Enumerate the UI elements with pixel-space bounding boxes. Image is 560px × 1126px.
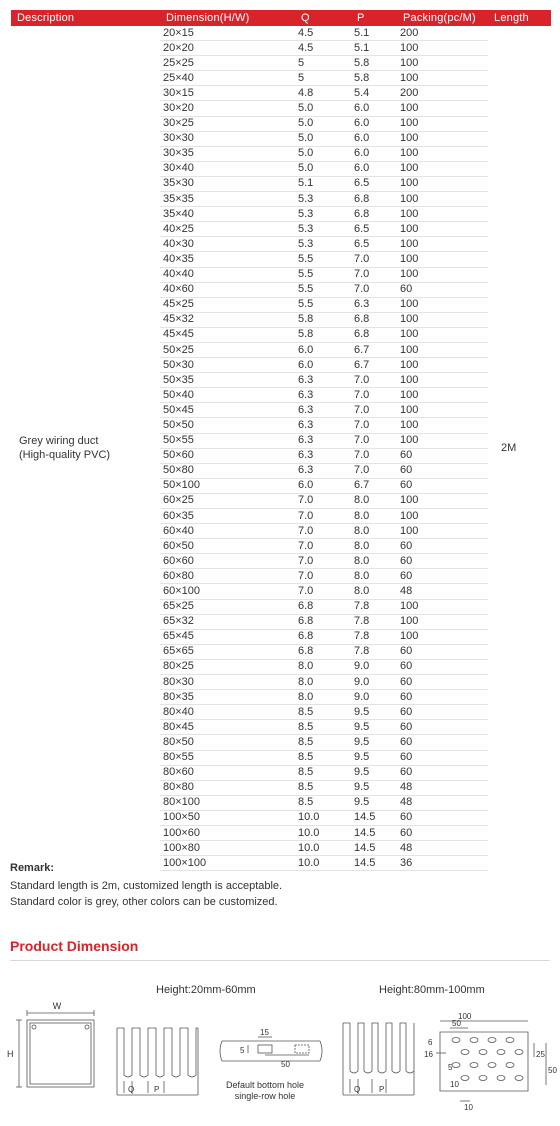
cell-p: 6.0: [351, 161, 397, 176]
cell-packing: 100: [397, 222, 488, 237]
cell-dimension: 30×30: [160, 131, 295, 146]
bottom-hole-drawing: [220, 1037, 322, 1061]
cell-dimension: 60×60: [160, 554, 295, 569]
cell-dimension: 60×50: [160, 539, 295, 554]
cell-dimension: 50×30: [160, 358, 295, 373]
cell-packing: 60: [397, 675, 488, 690]
cell-dimension: 60×25: [160, 493, 295, 508]
cell-p: 7.0: [351, 373, 397, 388]
cell-q: 6.8: [295, 644, 351, 659]
cell-dimension: 20×20: [160, 41, 295, 56]
cell-dimension: 50×80: [160, 463, 295, 478]
cell-p: 9.5: [351, 765, 397, 780]
cell-p: 7.0: [351, 418, 397, 433]
cell-dimension: 35×35: [160, 192, 295, 207]
cell-q: 8.5: [295, 765, 351, 780]
cell-packing: 60: [397, 644, 488, 659]
cell-dimension: 30×35: [160, 146, 295, 161]
cell-p: 5.8: [351, 56, 397, 71]
label-15: 15: [260, 1028, 269, 1037]
cell-p: 7.8: [351, 599, 397, 614]
cell-packing: 60: [397, 478, 488, 493]
cell-p: 6.7: [351, 342, 397, 357]
cell-q: 5.0: [295, 131, 351, 146]
cell-dimension: 80×60: [160, 765, 295, 780]
label-10-side: 10: [450, 1080, 459, 1089]
cell-dimension: 40×60: [160, 282, 295, 297]
cell-packing: 60: [397, 554, 488, 569]
cell-q: 10.0: [295, 841, 351, 856]
cell-p: 6.0: [351, 116, 397, 131]
cell-dimension: 80×45: [160, 720, 295, 735]
cell-p: 6.7: [351, 478, 397, 493]
cell-packing: 200: [397, 26, 488, 41]
product-description: [11, 26, 160, 871]
cell-packing: 100: [397, 146, 488, 161]
cell-dimension: 60×100: [160, 584, 295, 599]
cell-dimension: 65×45: [160, 629, 295, 644]
cell-q: 7.0: [295, 569, 351, 584]
cell-q: 6.8: [295, 629, 351, 644]
cell-packing: 100: [397, 161, 488, 176]
cell-q: 5.0: [295, 161, 351, 176]
cell-q: 5.5: [295, 267, 351, 282]
cell-p: 6.5: [351, 222, 397, 237]
cell-p: 5.1: [351, 41, 397, 56]
cell-p: 14.5: [351, 841, 397, 856]
cell-packing: 60: [397, 463, 488, 478]
label-50-top: 50: [452, 1019, 461, 1028]
cell-q: 7.0: [295, 509, 351, 524]
cell-dimension: 25×40: [160, 71, 295, 86]
cell-packing: 100: [397, 358, 488, 373]
product-dimension-title: Product Dimension: [10, 938, 139, 954]
cell-q: 6.3: [295, 373, 351, 388]
header-q: Q: [295, 10, 351, 26]
left-height-heading: Height:20mm-60mm: [156, 984, 256, 996]
cell-dimension: 30×40: [160, 161, 295, 176]
label-p: P: [154, 1085, 160, 1094]
cell-packing: 60: [397, 539, 488, 554]
cell-dimension: 80×100: [160, 795, 295, 810]
header-p: P: [351, 10, 397, 26]
cell-dimension: 45×25: [160, 297, 295, 312]
cell-packing: 60: [397, 735, 488, 750]
hole-pattern-drawing: [436, 1021, 546, 1101]
cell-q: 5.3: [295, 207, 351, 222]
cell-packing: 100: [397, 433, 488, 448]
cell-q: 5.3: [295, 237, 351, 252]
cell-q: 5: [295, 71, 351, 86]
cell-p: 7.0: [351, 252, 397, 267]
cell-packing: 200: [397, 86, 488, 101]
cell-packing: 100: [397, 192, 488, 207]
cell-q: 8.5: [295, 735, 351, 750]
cell-packing: 48: [397, 795, 488, 810]
table-body: [11, 26, 551, 871]
cell-q: 10.0: [295, 825, 351, 840]
cell-q: 5: [295, 56, 351, 71]
cell-p: 6.8: [351, 312, 397, 327]
cell-q: 5.0: [295, 116, 351, 131]
label-25: 25: [536, 1050, 545, 1059]
cell-dimension: 40×40: [160, 267, 295, 282]
cell-packing: 100: [397, 101, 488, 116]
label-5-plate: 5: [448, 1063, 453, 1072]
cell-p: 8.0: [351, 539, 397, 554]
cell-q: 5.5: [295, 297, 351, 312]
cell-p: 6.7: [351, 358, 397, 373]
remark-line: Standard length is 2m, customized length is acceptable.: [10, 879, 283, 892]
cell-packing: 100: [397, 509, 488, 524]
cell-q: 5.1: [295, 176, 351, 191]
cell-q: 6.3: [295, 388, 351, 403]
label-p-large: P: [379, 1085, 385, 1094]
table-row: [11, 26, 551, 41]
cell-q: 8.5: [295, 750, 351, 765]
cell-packing: 100: [397, 342, 488, 357]
cell-p: 9.0: [351, 675, 397, 690]
label-50-side: 50: [548, 1066, 557, 1075]
cell-packing: 60: [397, 690, 488, 705]
cell-p: 6.8: [351, 192, 397, 207]
remark-line: Standard color is grey, other colors can be customized.: [10, 896, 278, 908]
cell-packing: 100: [397, 629, 488, 644]
cell-p: 7.0: [351, 388, 397, 403]
cell-packing: 100: [397, 418, 488, 433]
cell-dimension: 50×50: [160, 418, 295, 433]
cell-p: 7.0: [351, 267, 397, 282]
cell-packing: 36: [397, 856, 488, 871]
label-q-large: Q: [354, 1085, 361, 1094]
cell-packing: 100: [397, 493, 488, 508]
cell-p: 8.0: [351, 524, 397, 539]
header-packing: Packing(pc/M): [397, 10, 488, 26]
cell-q: 4.5: [295, 41, 351, 56]
cell-packing: 100: [397, 71, 488, 86]
cell-p: 8.0: [351, 569, 397, 584]
cell-p: 9.5: [351, 705, 397, 720]
cell-q: 6.0: [295, 478, 351, 493]
cell-p: 6.5: [351, 237, 397, 252]
cell-q: 5.5: [295, 252, 351, 267]
right-height-heading: Height:80mm-100mm: [379, 984, 485, 996]
cell-packing: 60: [397, 659, 488, 674]
caption-line: single-row hole: [234, 1091, 296, 1101]
cell-packing: 60: [397, 282, 488, 297]
cell-q: 7.0: [295, 524, 351, 539]
cell-dimension: 50×55: [160, 433, 295, 448]
cell-q: 5.3: [295, 222, 351, 237]
cell-dimension: 100×80: [160, 841, 295, 856]
cell-dimension: 50×45: [160, 403, 295, 418]
cell-dimension: 50×100: [160, 478, 295, 493]
table-header-row: [11, 10, 551, 26]
cell-packing: 100: [397, 41, 488, 56]
product-length: 2M: [501, 441, 517, 454]
cell-dimension: 50×25: [160, 342, 295, 357]
cell-packing: 100: [397, 176, 488, 191]
cell-q: 5.8: [295, 327, 351, 342]
cell-packing: 100: [397, 116, 488, 131]
cell-dimension: 60×35: [160, 509, 295, 524]
cell-p: 14.5: [351, 856, 397, 871]
cell-q: 6.8: [295, 599, 351, 614]
cell-dimension: 30×20: [160, 101, 295, 116]
cell-q: 8.0: [295, 675, 351, 690]
cell-q: 6.3: [295, 403, 351, 418]
cell-q: 6.0: [295, 342, 351, 357]
remark-section: [10, 860, 550, 911]
header-dimension: Dimension(H/W): [160, 10, 295, 26]
cell-dimension: 100×60: [160, 825, 295, 840]
label-100: 100: [458, 1012, 472, 1021]
cell-p: 5.1: [351, 26, 397, 41]
cell-p: 6.5: [351, 176, 397, 191]
cell-dimension: 25×25: [160, 56, 295, 71]
cell-p: 5.4: [351, 86, 397, 101]
cell-dimension: 65×32: [160, 614, 295, 629]
cell-packing: 100: [397, 373, 488, 388]
cell-dimension: 65×25: [160, 599, 295, 614]
cell-packing: 100: [397, 524, 488, 539]
cell-dimension: 40×25: [160, 222, 295, 237]
cell-dimension: 65×65: [160, 644, 295, 659]
cell-p: 7.0: [351, 282, 397, 297]
cell-packing: 100: [397, 403, 488, 418]
cell-packing: 100: [397, 614, 488, 629]
cell-q: 6.3: [295, 418, 351, 433]
cell-packing: 100: [397, 267, 488, 282]
cell-packing: 48: [397, 780, 488, 795]
cell-p: 7.0: [351, 448, 397, 463]
label-q: Q: [128, 1085, 135, 1094]
cell-p: 7.0: [351, 463, 397, 478]
cell-p: 9.5: [351, 720, 397, 735]
cell-p: 5.8: [351, 71, 397, 86]
cell-dimension: 45×32: [160, 312, 295, 327]
cell-dimension: 80×50: [160, 735, 295, 750]
cell-packing: 60: [397, 810, 488, 825]
section-divider: [10, 960, 550, 961]
cell-packing: 60: [397, 569, 488, 584]
cell-q: 7.0: [295, 584, 351, 599]
label-50: 50: [281, 1060, 290, 1069]
cell-p: 6.0: [351, 131, 397, 146]
cell-dimension: 100×100: [160, 856, 295, 871]
cell-dimension: 35×40: [160, 207, 295, 222]
cell-q: 4.5: [295, 26, 351, 41]
cell-q: 5.0: [295, 101, 351, 116]
cell-p: 9.5: [351, 780, 397, 795]
cell-packing: 100: [397, 599, 488, 614]
product-dimension-drawing: [0, 995, 560, 1126]
cell-p: 8.0: [351, 493, 397, 508]
cell-p: 14.5: [351, 825, 397, 840]
cell-dimension: 80×80: [160, 780, 295, 795]
cell-q: 8.5: [295, 720, 351, 735]
cell-p: 7.8: [351, 644, 397, 659]
cell-p: 9.5: [351, 735, 397, 750]
cell-dimension: 60×80: [160, 569, 295, 584]
cell-p: 7.8: [351, 629, 397, 644]
description-line: Grey wiring duct: [19, 435, 99, 448]
cell-dimension: 45×45: [160, 327, 295, 342]
cell-packing: 100: [397, 207, 488, 222]
cell-q: 10.0: [295, 810, 351, 825]
cell-packing: 60: [397, 825, 488, 840]
cell-packing: 60: [397, 720, 488, 735]
cell-q: 5.8: [295, 312, 351, 327]
cell-dimension: 80×25: [160, 659, 295, 674]
cell-p: 9.0: [351, 690, 397, 705]
cell-dimension: 50×35: [160, 373, 295, 388]
cell-q: 5.5: [295, 282, 351, 297]
cell-p: 8.0: [351, 509, 397, 524]
cell-packing: 60: [397, 765, 488, 780]
header-length: Length: [488, 10, 551, 26]
cell-q: 6.0: [295, 358, 351, 373]
cell-p: 9.0: [351, 659, 397, 674]
cell-dimension: 30×15: [160, 86, 295, 101]
cell-q: 7.0: [295, 539, 351, 554]
cell-packing: 100: [397, 388, 488, 403]
label-w: W: [52, 1001, 62, 1011]
cell-q: 8.5: [295, 705, 351, 720]
cell-packing: 100: [397, 297, 488, 312]
cell-q: 8.5: [295, 780, 351, 795]
label-6: 6: [428, 1038, 433, 1047]
cell-q: 7.0: [295, 554, 351, 569]
cell-dimension: 50×40: [160, 388, 295, 403]
cell-dimension: 20×15: [160, 26, 295, 41]
cell-dimension: 50×60: [160, 448, 295, 463]
cell-packing: 48: [397, 584, 488, 599]
cell-packing: 100: [397, 56, 488, 71]
cell-p: 14.5: [351, 810, 397, 825]
cell-q: 5.0: [295, 146, 351, 161]
cell-q: 7.0: [295, 493, 351, 508]
remark-title: Remark:: [10, 862, 55, 874]
label-16: 16: [424, 1050, 433, 1059]
cell-p: 8.0: [351, 554, 397, 569]
cell-q: 10.0: [295, 856, 351, 871]
cell-dimension: 80×40: [160, 705, 295, 720]
cell-p: 9.5: [351, 795, 397, 810]
cell-dimension: 80×55: [160, 750, 295, 765]
cell-p: 7.0: [351, 433, 397, 448]
cell-packing: 48: [397, 841, 488, 856]
cell-q: 8.5: [295, 795, 351, 810]
cell-p: 6.8: [351, 207, 397, 222]
label-5: 5: [240, 1046, 245, 1055]
caption-line: Default bottom hole: [225, 1080, 305, 1090]
cell-dimension: 80×30: [160, 675, 295, 690]
cell-packing: 60: [397, 705, 488, 720]
cell-dimension: 30×25: [160, 116, 295, 131]
cell-q: 6.8: [295, 614, 351, 629]
cell-q: 4.8: [295, 86, 351, 101]
cell-packing: 100: [397, 131, 488, 146]
cell-packing: 60: [397, 750, 488, 765]
spec-table: [11, 10, 551, 871]
cell-q: 6.3: [295, 448, 351, 463]
cell-p: 7.0: [351, 403, 397, 418]
cell-p: 6.0: [351, 101, 397, 116]
cell-q: 6.3: [295, 463, 351, 478]
label-h: H: [7, 1049, 14, 1059]
cell-q: 8.0: [295, 659, 351, 674]
cell-packing: 100: [397, 252, 488, 267]
cell-p: 8.0: [351, 584, 397, 599]
cell-p: 6.3: [351, 297, 397, 312]
cell-p: 6.0: [351, 146, 397, 161]
cell-packing: 100: [397, 327, 488, 342]
cell-dimension: 100×50: [160, 810, 295, 825]
cell-dimension: 35×30: [160, 176, 295, 191]
cell-dimension: 40×30: [160, 237, 295, 252]
cell-packing: 100: [397, 312, 488, 327]
duct-cross-section-drawing: [16, 1010, 94, 1087]
header-description: Description: [11, 10, 160, 26]
cell-packing: 100: [397, 237, 488, 252]
cell-dimension: 40×35: [160, 252, 295, 267]
cell-p: 9.5: [351, 750, 397, 765]
cell-p: 7.8: [351, 614, 397, 629]
description-line: (High-quality PVC): [19, 449, 111, 462]
cell-q: 5.3: [295, 192, 351, 207]
cell-dimension: 80×35: [160, 690, 295, 705]
cell-packing: 60: [397, 448, 488, 463]
cell-dimension: 60×40: [160, 524, 295, 539]
cell-q: 6.3: [295, 433, 351, 448]
label-10: 10: [464, 1103, 473, 1112]
cell-p: 6.8: [351, 327, 397, 342]
cell-q: 8.0: [295, 690, 351, 705]
